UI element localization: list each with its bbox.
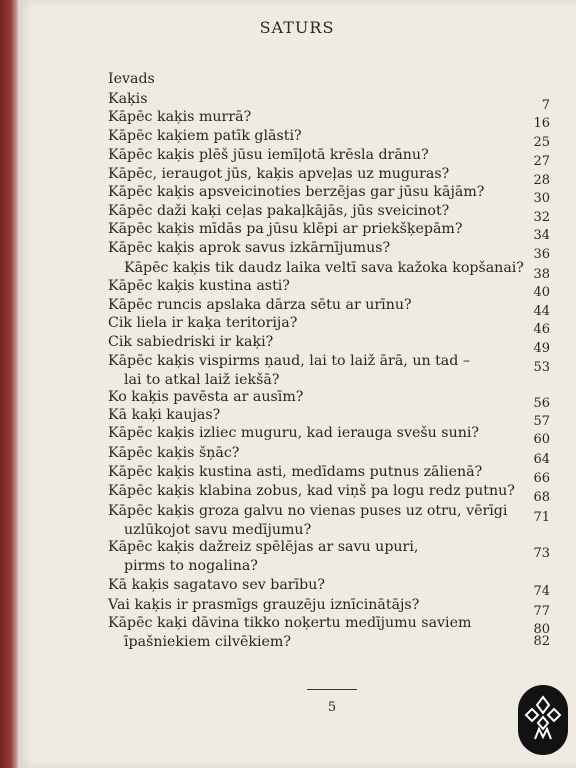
toc-title: Kāpēc kaķis groza galvu no vienas puses uz otru, vērīgi xyxy=(108,503,508,519)
page-title: SATURS xyxy=(259,18,335,37)
toc-entry xyxy=(108,333,550,356)
toc-entry xyxy=(108,277,550,300)
ornament-icon xyxy=(518,685,568,755)
toc-entry xyxy=(108,596,550,619)
toc-entry xyxy=(108,314,550,337)
toc-page-number: 82 xyxy=(533,634,550,649)
toc-entry xyxy=(108,239,550,262)
toc-entry xyxy=(108,406,550,429)
toc-entry xyxy=(108,352,550,390)
toc-page-number: 77 xyxy=(533,604,550,619)
toc-entry xyxy=(108,90,550,113)
toc-title: Kāpēc daži kaķi ceļas pakaļkājās, jūs sveicinot? xyxy=(108,203,450,219)
toc-entry xyxy=(108,183,550,206)
toc-page-number: 40 xyxy=(533,285,550,300)
toc-page-number: 68 xyxy=(533,490,550,505)
toc-entry xyxy=(108,538,550,576)
toc-page-number: 30 xyxy=(533,191,550,206)
toc-entry xyxy=(108,202,550,225)
toc-page-number: 38 xyxy=(533,267,550,282)
toc-title-continuation: īpašniekiem cilvēkiem? xyxy=(124,634,291,650)
toc-title: Kāpēc kaķis šņāc? xyxy=(108,445,240,461)
toc-title: Kā kaķi kaujas? xyxy=(108,407,221,423)
toc-title: Kāpēc kaķis mīdās pa jūsu klēpi ar priekšķepām? xyxy=(108,221,463,237)
toc-entry xyxy=(108,70,550,89)
toc-page-number: 56 xyxy=(533,396,550,411)
toc-page-number: 71 xyxy=(533,510,550,525)
toc-title: Kā kaķis sagatavo sev barību? xyxy=(108,577,325,593)
toc-entry xyxy=(108,614,550,652)
toc-title: Kāpēc runcis apslaka dārza sētu ar urīnu? xyxy=(108,297,412,313)
toc-entry xyxy=(108,165,550,188)
watermark-badge xyxy=(518,685,568,755)
toc-title: Cik liela ir kaķa teritorija? xyxy=(108,315,298,331)
toc-title: Kāpēc kaķis klabina zobus, kad viņš pa logu redz putnu? xyxy=(108,483,515,499)
toc-title: Kāpēc kaķis izliec muguru, kad ierauga svešu suni? xyxy=(108,425,479,441)
toc-page-number: 27 xyxy=(533,154,550,169)
toc-title: Kāpēc, ieraugot jūs, kaķis apveļas uz muguras? xyxy=(108,166,450,182)
toc-page-number: 60 xyxy=(533,432,550,447)
toc-title: Kāpēc kaķiem patīk glāsti? xyxy=(108,128,302,144)
toc-page-number: 44 xyxy=(533,304,550,319)
toc-entry xyxy=(108,444,550,467)
book-page xyxy=(18,0,576,768)
toc-title: Ko kaķis pavēsta ar ausīm? xyxy=(108,389,304,405)
toc-title: Kāpēc kaķi dāvina tikko noķertu medījumu saviem xyxy=(108,615,472,631)
folio: 5 xyxy=(327,700,337,715)
toc-title: Kāpēc kaķis apsveicinoties berzējas gar jūsu kājām? xyxy=(108,184,485,200)
toc-title: Kāpēc kaķis kustina asti? xyxy=(108,278,290,294)
toc-page-number: 66 xyxy=(533,471,550,486)
toc-entry xyxy=(108,146,550,169)
toc-title-continuation: lai to atkal laiž iekšā? xyxy=(124,372,280,388)
toc-page-number: 32 xyxy=(533,210,550,225)
toc-title: Kāpēc kaķis kustina asti, medīdams putnus zālienā? xyxy=(108,464,483,480)
toc-page-number: 49 xyxy=(533,341,550,356)
toc-title: Kāpēc kaķis tik daudz laika veltī sava kažoka kopšanai? xyxy=(124,260,524,276)
toc-title: Kāpēc kaķis dažreiz spēlējas ar savu upuri, xyxy=(108,539,419,555)
toc-page-number: 36 xyxy=(533,247,550,262)
toc-entry xyxy=(108,463,550,486)
toc-page-number: 57 xyxy=(533,414,550,429)
toc-page-number: 34 xyxy=(533,228,550,243)
toc-title: Kāpēc kaķis vispirms ņaud, lai to laiž ārā, un tad – xyxy=(108,353,470,369)
toc-entry xyxy=(108,127,550,150)
toc-title-continuation: pirms to nogalina? xyxy=(124,558,258,574)
toc-page-number: 25 xyxy=(533,135,550,150)
toc-page-number: 64 xyxy=(533,452,550,467)
book-edge xyxy=(0,0,18,768)
table-of-contents xyxy=(18,0,576,768)
toc-entry xyxy=(108,424,550,447)
footer-rule xyxy=(307,689,357,690)
toc-page-number: 74 xyxy=(533,584,550,599)
toc-entry xyxy=(108,388,550,411)
toc-page-number: 53 xyxy=(533,360,550,375)
toc-page-number: 7 xyxy=(541,98,550,113)
toc-title: Kāpēc kaķis aprok savus izkārnījumus? xyxy=(108,240,391,256)
toc-entry xyxy=(108,220,550,243)
toc-entry xyxy=(108,502,550,540)
toc-title: Vai kaķis ir prasmīgs grauzēju iznīcinātājs? xyxy=(108,597,420,613)
toc-title: Kaķis xyxy=(108,91,148,107)
toc-entry xyxy=(108,482,550,505)
toc-title: Kāpēc kaķis murrā? xyxy=(108,109,252,125)
toc-page-number: 80 xyxy=(533,622,550,637)
toc-entry xyxy=(108,259,550,282)
toc-page-number: 16 xyxy=(533,116,550,131)
toc-title: Ievads xyxy=(108,71,155,87)
toc-title: Cik sabiedriski ir kaķi? xyxy=(108,334,274,350)
toc-title-continuation: uzlūkojot savu medījumu? xyxy=(124,522,312,538)
toc-entry xyxy=(108,576,550,599)
toc-entry xyxy=(108,108,550,131)
toc-title: Kāpēc kaķis plēš jūsu iemīļotā krēsla drānu? xyxy=(108,147,429,163)
toc-page-number: 28 xyxy=(533,173,550,188)
toc-page-number: 73 xyxy=(533,546,550,561)
toc-page-number: 46 xyxy=(533,322,550,337)
toc-entry xyxy=(108,296,550,319)
